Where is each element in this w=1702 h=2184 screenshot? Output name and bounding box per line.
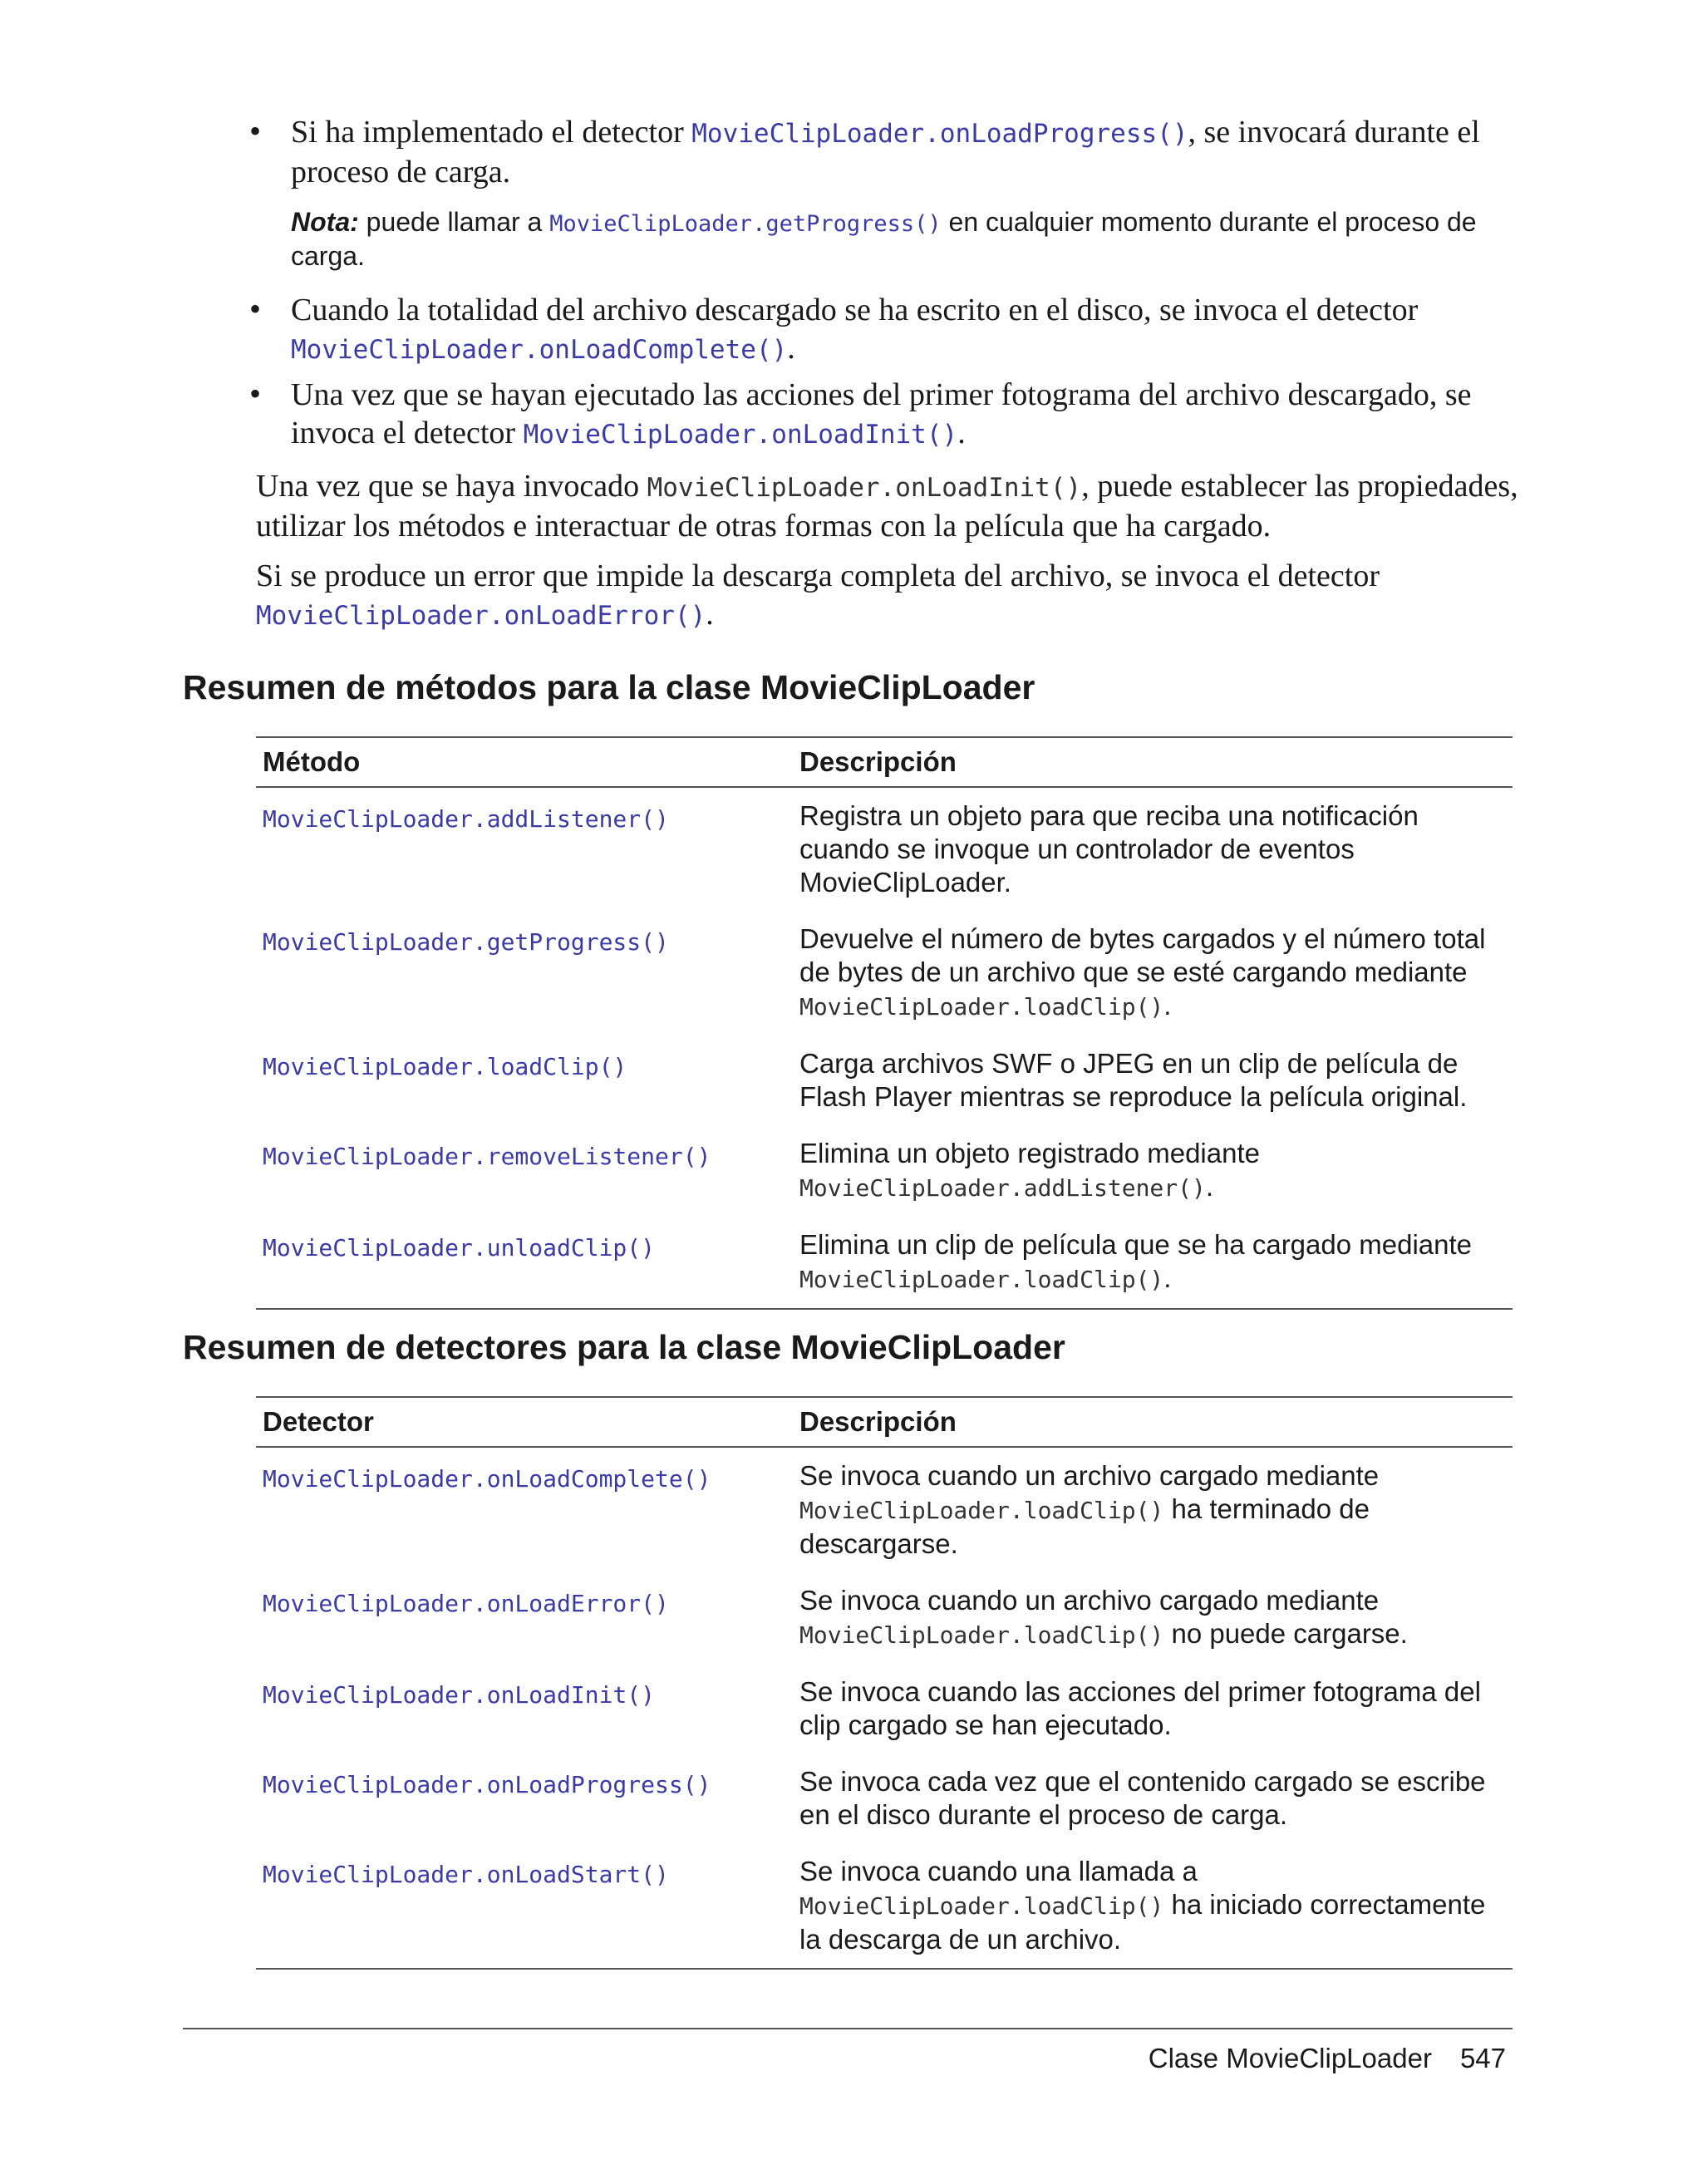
table-row <box>256 1035 1513 1125</box>
method-link[interactable]: MovieClipLoader.addListener() <box>263 805 669 833</box>
paragraph-error: Si se produce un error que impide la descarga completa del archivo, se invoca el detector MovieClipLoader.onLoadError(). <box>256 558 1380 632</box>
listeners-heading: Resumen de detectores para la clase MovieClipLoader <box>183 1328 1065 1366</box>
method-description: Elimina un clip de película que se ha cargado mediante MovieClipLoader.loadClip(). <box>793 1217 1513 1309</box>
table-row <box>256 1125 1513 1217</box>
bullet-dot: • <box>249 112 262 150</box>
col-header-detector: Detector <box>256 1397 793 1447</box>
note-label: Nota: <box>291 207 359 237</box>
code-link[interactable]: MovieClipLoader.onLoadComplete() <box>291 335 788 365</box>
page-footer <box>1149 2043 1506 2074</box>
methods-table <box>256 736 1513 1310</box>
method-description: Devuelve el número de bytes cargados y el número total de bytes de un archivo que se esté cargando mediante MovieClipLoader.loadClip(). <box>799 923 1486 1021</box>
table-row <box>256 1447 1513 1572</box>
col-header-description: Descripción <box>793 737 1513 787</box>
note: Nota: puede llamar a MovieClipLoader.getProgress() en cualquier momento durante el proceso de carga. <box>291 207 1477 271</box>
method-description: Registra un objeto para que reciba una notificación cuando se invoque un controlador de eventos MovieClipLoader. <box>799 800 1419 898</box>
methods-heading: Resumen de métodos para la clase MovieClipLoader <box>183 668 1035 706</box>
table-row <box>256 1843 1513 1969</box>
table-row <box>256 1217 1513 1309</box>
table-row <box>256 911 1513 1035</box>
listener-link[interactable]: MovieClipLoader.onLoadProgress() <box>263 1771 711 1798</box>
inline-code: MovieClipLoader.onLoadInit() <box>647 473 1082 503</box>
table-row <box>256 1664 1513 1754</box>
page-number: 547 <box>1459 2043 1506 2073</box>
listener-description: Se invoca cuando una llamada a MovieClipLoader.loadClip() ha iniciado correctamente la descarga de un archivo. <box>793 1843 1513 1969</box>
footer-divider <box>183 2028 1513 2029</box>
footer-title: Clase MovieClipLoader <box>1148 2043 1432 2073</box>
code-link[interactable]: MovieClipLoader.getProgress() <box>549 211 942 237</box>
method-description: Carga archivos SWF o JPEG en un clip de película de Flash Player mientras se reproduce la película original. <box>799 1048 1468 1112</box>
method-link[interactable]: MovieClipLoader.getProgress() <box>263 928 669 956</box>
bullet-onloadcomplete: • Cuando la totalidad del archivo descargado se ha escrito en el disco, se invoca el detector MovieClipLoader.onLoadComplete(). <box>249 290 1419 366</box>
table-row <box>256 1572 1513 1664</box>
method-description: Elimina un objeto registrado mediante MovieClipLoader.addListener(). <box>799 1138 1260 1202</box>
listener-link[interactable]: MovieClipLoader.onLoadStart() <box>256 1843 793 1969</box>
method-link[interactable]: MovieClipLoader.removeListener() <box>263 1143 711 1170</box>
table-row <box>256 1754 1513 1843</box>
col-header-description: Descripción <box>793 1397 1513 1447</box>
bullet-dot: • <box>249 375 262 412</box>
listener-description: Se invoca cada vez que el contenido cargado se escribe en el disco durante el proceso de carga. <box>799 1766 1486 1830</box>
listener-description: Se invoca cuando las acciones del primer fotograma del clip cargado se han ejecutado. <box>799 1676 1481 1740</box>
method-link[interactable]: MovieClipLoader.unloadClip() <box>256 1217 793 1309</box>
listeners-table <box>256 1396 1513 1970</box>
method-link[interactable]: MovieClipLoader.loadClip() <box>263 1053 627 1080</box>
code-link[interactable]: MovieClipLoader.onLoadError() <box>256 601 706 631</box>
code-link[interactable]: MovieClipLoader.onLoadInit() <box>523 420 958 450</box>
listener-link[interactable]: MovieClipLoader.onLoadComplete() <box>263 1465 711 1493</box>
paragraph-after-init: Una vez que se haya invocado MovieClipLoader.onLoadInit(), puede establecer las propiedades, utilizar los métodos e interactuar de otras formas con la película que ha cargado. <box>256 469 1518 544</box>
listener-description: Se invoca cuando un archivo cargado mediante MovieClipLoader.loadClip() ha terminado de descargarse. <box>799 1460 1380 1559</box>
bullet-onloadprogress: • Si ha implementado el detector MovieClipLoader.onLoadProgress(), se invocará durante el proceso de carga. <box>249 112 1480 189</box>
table-row <box>256 787 1513 911</box>
code-link[interactable]: MovieClipLoader.onLoadProgress() <box>691 119 1188 149</box>
listener-link[interactable]: MovieClipLoader.onLoadError() <box>263 1590 669 1617</box>
listener-link[interactable]: MovieClipLoader.onLoadInit() <box>263 1681 656 1709</box>
listener-description: Se invoca cuando un archivo cargado mediante MovieClipLoader.loadClip() no puede cargarse. <box>799 1585 1408 1649</box>
col-header-method: Método <box>256 737 793 787</box>
bullet-dot: • <box>249 290 262 327</box>
bullet-onloadinit: • Una vez que se hayan ejecutado las acciones del primer fotograma del archivo descargado, se invoca el detector MovieClipLoader.onLoadInit(). <box>249 375 1472 450</box>
